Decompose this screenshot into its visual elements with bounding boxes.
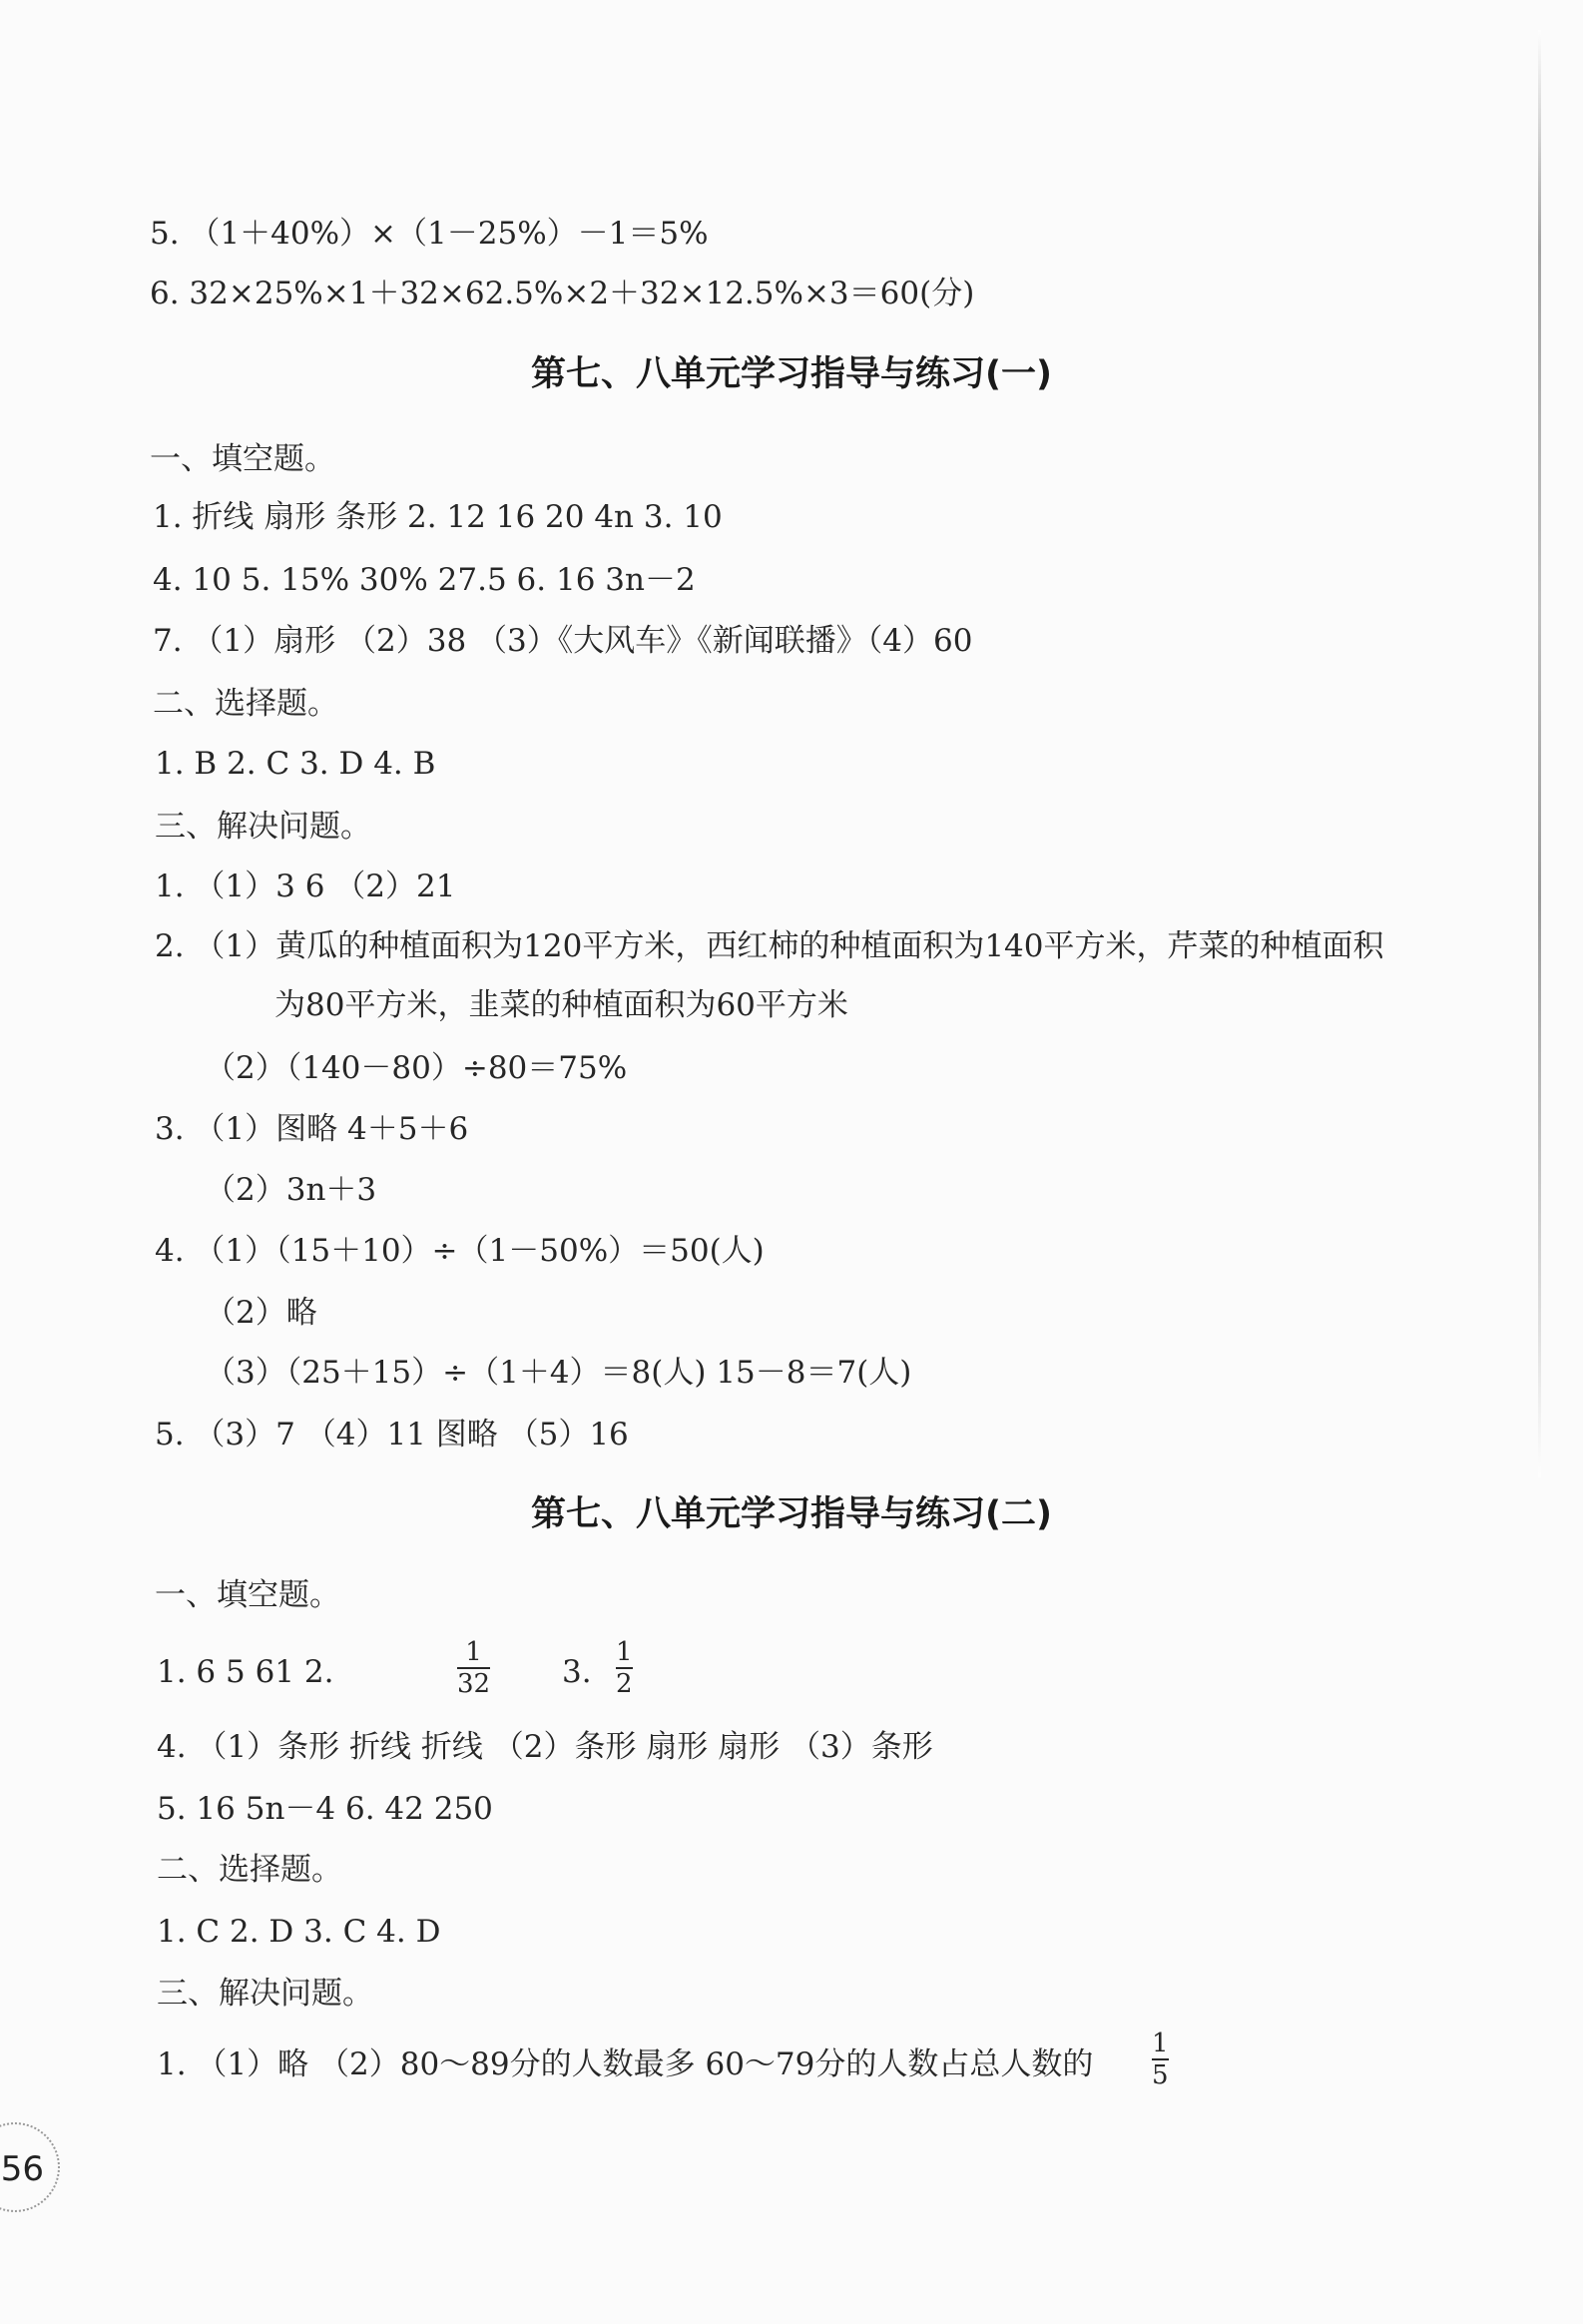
subsection-heading: 二、选择题。 [153,686,338,722]
fraction-numerator: 1 [616,1637,633,1667]
answer-line: 7. （1）扇形 （2）38 （3）《大风车》《新闻联播》（4）60 [153,623,973,659]
section-title: 第七、八单元学习指导与练习(二) [531,1494,1052,1534]
answer-line: 6. 32×25%×1＋32×62.5%×2＋32×12.5%×3＝60(分) [150,276,975,311]
fraction [457,1637,490,1699]
answer-line: （2）（140－80）÷80＝75% [205,1050,628,1086]
subsection-heading: 一、填空题。 [155,1577,340,1613]
page-number: 56 [0,2122,60,2212]
subsection-heading: 三、解决问题。 [155,809,371,845]
answer-line: 4. （1）条形 折线 折线 （2）条形 扇形 扇形 （3）条形 [157,1729,933,1765]
answer-line: 1. （1）3 6 （2）21 [155,869,456,904]
section-title: 第七、八单元学习指导与练习(一) [531,354,1052,394]
answer-line: 1. B 2. C 3. D 4. B [155,746,436,782]
answer-line: （3）（25＋15）÷（1＋4）＝8(人) 15－8＝7(人) [205,1355,912,1391]
fraction-numerator: 1 [1152,2029,1169,2058]
answer-line: 2. （1）黄瓜的种植面积为120平方米，西红柿的种植面积为140平方米，芹菜的种植面积 [155,928,1384,964]
fraction-denominator: 2 [616,1669,633,1699]
fraction-numerator: 1 [465,1637,482,1667]
answer-line: （2）略 [205,1295,317,1331]
answer-line: 3. [562,1654,592,1690]
subsection-heading: 一、填空题。 [150,441,335,477]
fraction-denominator: 5 [1152,2060,1169,2090]
answer-line: （2）3n＋3 [205,1172,377,1208]
answer-line: 5. 16 5n－4 6. 42 250 [157,1791,493,1827]
fraction-denominator: 32 [457,1669,491,1699]
fraction [1152,2029,1169,2090]
answer-line: 4. 10 5. 15% 30% 27.5 6. 16 3n－2 [153,562,696,598]
answer-line: 1. （1）略 （2）80～89分的人数最多 60～79分的人数占总人数的 [157,2046,1094,2082]
subsection-heading: 二、选择题。 [157,1852,342,1888]
page-edge-shadow [1538,30,1541,1477]
subsection-heading: 三、解决问题。 [157,1976,373,2012]
answer-line: 1. 折线 扇形 条形 2. 12 16 20 4n 3. 10 [153,499,723,535]
answer-line: 1. 6 5 61 2. [157,1654,334,1690]
answer-line: 4. （1）（15＋10）÷（1－50%）＝50(人) [155,1233,765,1269]
answer-line: 5. （1＋40%）×（1－25%）－1＝5% [150,216,709,252]
answer-line: 5. （3）7 （4）11 图略 （5）16 [155,1417,629,1452]
answer-line: 3. （1）图略 4＋5＋6 [155,1111,469,1147]
answer-line: 为80平方米，韭菜的种植面积为60平方米 [274,987,848,1023]
fraction [616,1637,633,1699]
answer-line: 1. C 2. D 3. C 4. D [157,1914,441,1950]
